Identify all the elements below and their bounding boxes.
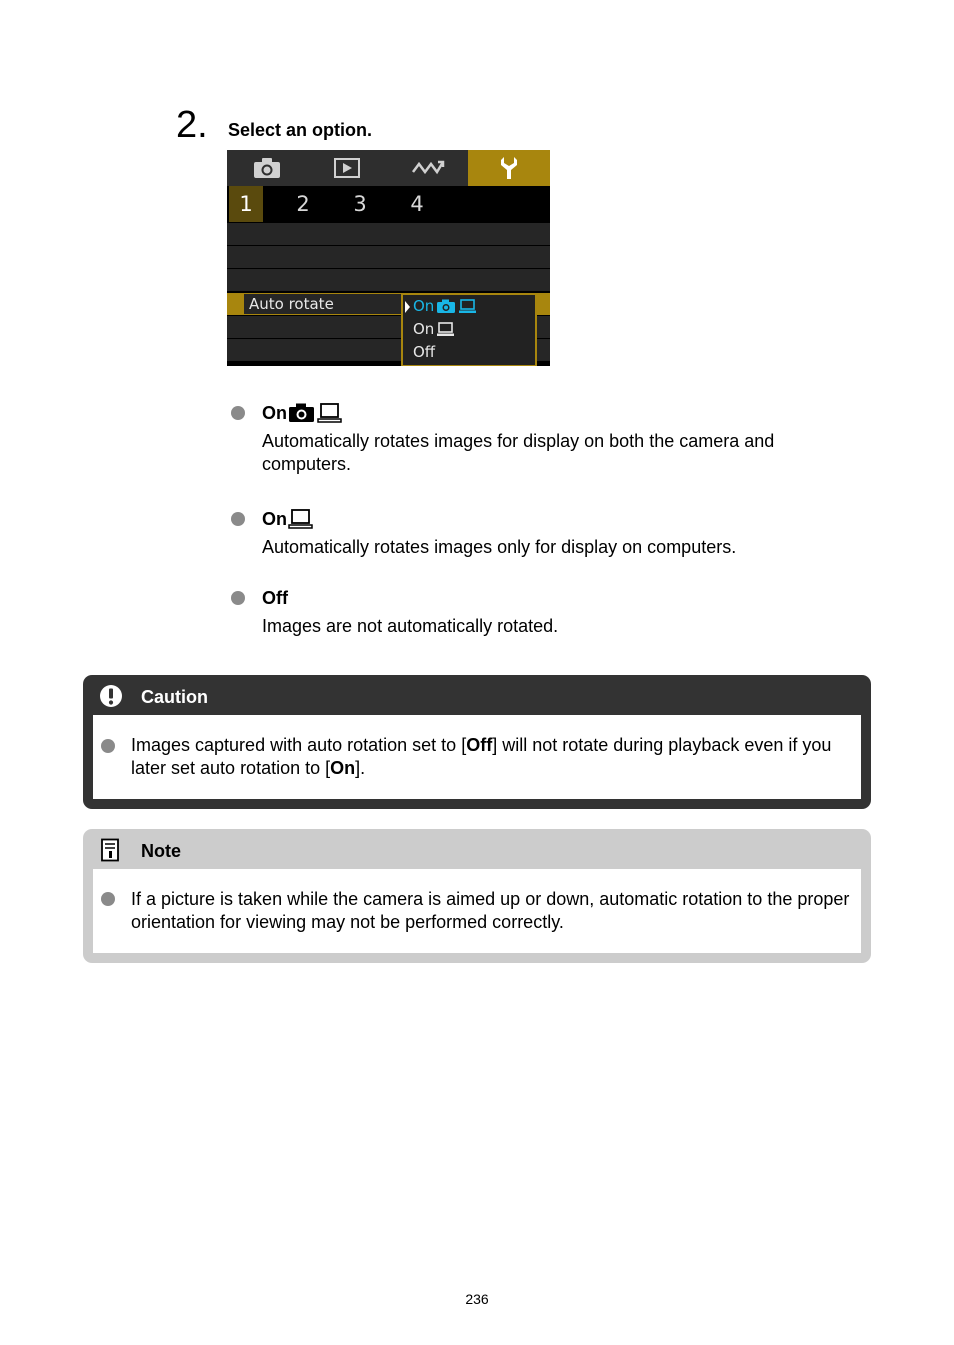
option-on-camera-computer[interactable]: On xyxy=(403,295,535,318)
computer-icon xyxy=(288,509,313,529)
caution-title: Caution xyxy=(141,687,208,707)
option-description: Automatically rotates images only for display on computers. xyxy=(262,537,737,557)
option-description: Automatically rotates images for display on both the camera and computers. xyxy=(262,431,775,474)
tab-wireless[interactable] xyxy=(387,150,468,186)
option-description: Images are not automatically rotated. xyxy=(262,616,559,636)
tab-setup[interactable] xyxy=(468,150,550,186)
option-off[interactable]: Off xyxy=(413,343,436,361)
bullet xyxy=(101,739,115,753)
bullet xyxy=(231,406,245,420)
caution-content xyxy=(93,715,861,799)
menu-page-numbers xyxy=(227,186,550,222)
note-text: If a picture is taken while the camera is aimed up or down, automatic rotation to the proper orientation for viewing may not be performed correctly. xyxy=(131,889,850,932)
note-content xyxy=(93,869,861,953)
playback-icon xyxy=(333,157,361,179)
menu-tab-bar xyxy=(227,150,550,186)
selection-cursor-icon xyxy=(405,301,410,313)
tab-shooting[interactable] xyxy=(227,150,307,186)
menu-row-empty xyxy=(227,246,550,268)
camera-menu-screen xyxy=(227,150,550,366)
bullet xyxy=(101,892,115,906)
wireless-icon xyxy=(411,158,445,178)
auto-rotate-label: Auto rotate xyxy=(244,294,407,314)
auto-rotate-dropdown xyxy=(401,293,537,366)
tab-playback[interactable] xyxy=(307,150,387,186)
page-tab-2[interactable]: 2 xyxy=(296,192,310,216)
step-number: 2. xyxy=(176,104,208,146)
bullet xyxy=(231,591,245,605)
caution-icon xyxy=(99,684,123,708)
camera-icon xyxy=(436,299,456,314)
camera-icon xyxy=(288,403,315,423)
page-tab-4[interactable]: 4 xyxy=(410,192,424,216)
wrench-icon xyxy=(498,155,520,181)
option-heading: On xyxy=(262,402,342,424)
caution-box xyxy=(83,675,871,809)
page-number: 236 xyxy=(465,1291,489,1307)
step-title: Select an option. xyxy=(228,120,373,140)
note-title: Note xyxy=(141,841,181,861)
computer-icon xyxy=(458,299,477,314)
note-box xyxy=(83,829,871,963)
menu-row-empty xyxy=(227,269,550,291)
option-heading: Off xyxy=(262,588,288,608)
computer-icon xyxy=(317,403,342,423)
page-tab-1[interactable]: 1 xyxy=(229,186,263,222)
page-tab-3[interactable]: 3 xyxy=(353,192,367,216)
camera-icon xyxy=(252,157,282,179)
option-on-computer[interactable]: On xyxy=(403,318,535,341)
computer-icon xyxy=(436,322,455,337)
bullet xyxy=(231,512,245,526)
note-icon xyxy=(100,838,120,862)
caution-text: Images captured with auto rotation set to [Off] will not rotate during playback even if you later set auto rotation to [On]. xyxy=(131,735,832,778)
option-heading: On xyxy=(262,508,313,530)
menu-row-empty xyxy=(227,223,550,245)
